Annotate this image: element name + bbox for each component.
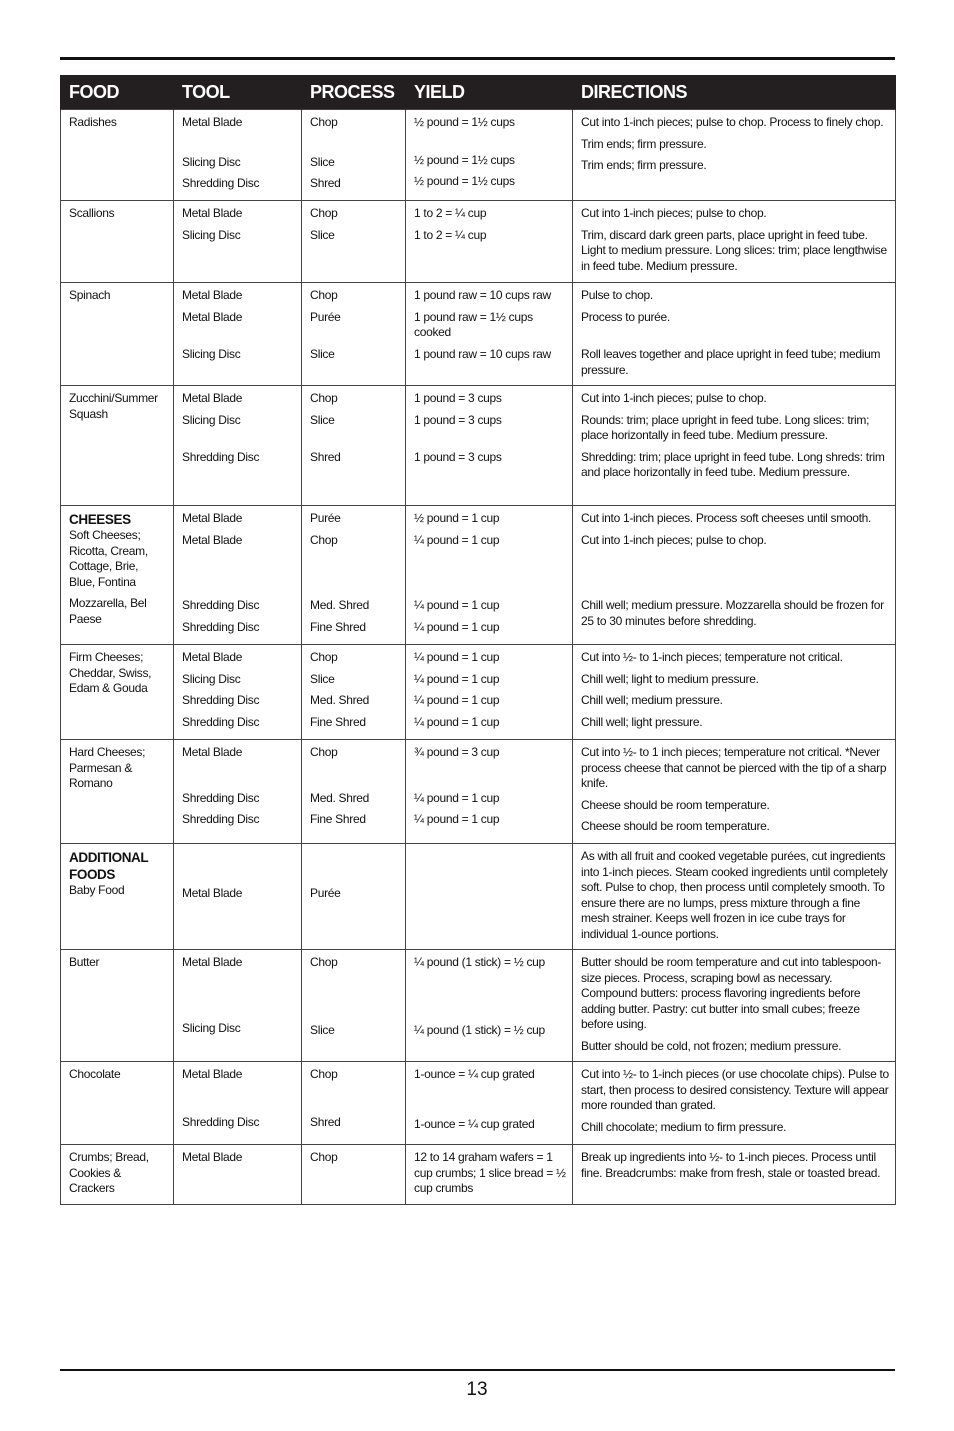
direction-text: Rounds: trim; place upright in feed tube. Long slices: trim; place horizontally in feed tube. Medium pressure. (581, 412, 870, 442)
tool-name: Shredding Disc (182, 1114, 260, 1129)
food-cell (61, 950, 174, 1062)
process-name: Fine Shred (310, 714, 366, 729)
process-cell (302, 740, 406, 844)
process-cell (302, 645, 406, 740)
top-rule (60, 57, 895, 60)
yield-value: ½ pound = 1½ cups (414, 152, 515, 167)
tool-name: Slicing Disc (182, 227, 241, 242)
tool-name: Metal Blade (182, 288, 243, 302)
process-cell (302, 950, 406, 1062)
food-name: Zucchini/Summer Squash (69, 391, 158, 421)
yield-cell (406, 950, 573, 1062)
directions-cell (573, 110, 896, 201)
yield-value: 1 pound = 3 cups (414, 450, 502, 464)
yield-value: 1 pound raw = 1½ cups cooked (414, 309, 533, 339)
tool-name: Metal Blade (182, 650, 243, 664)
yield-cell (406, 740, 573, 844)
tool-name: Shredding Disc (182, 619, 260, 634)
directions-cell (573, 283, 896, 386)
table-row (61, 1062, 896, 1145)
process-name: Fine Shred (310, 619, 366, 634)
process-cell (302, 1145, 406, 1205)
process-name: Slice (310, 227, 335, 242)
tool-name: Metal Blade (182, 955, 243, 969)
yield-value: 1 to 2 = ¼ cup (414, 227, 487, 242)
tool-cell (174, 201, 302, 283)
tool-name: Shredding Disc (182, 790, 260, 805)
tool-name: Metal Blade (182, 886, 243, 900)
tool-name: Metal Blade (182, 391, 243, 405)
tool-name: Metal Blade (182, 309, 243, 324)
direction-text: Shredding: trim; place upright in feed tube. Long shreds: trim and place horizontally in feed tube. Medium pressure. (581, 449, 885, 479)
table-row (61, 844, 896, 950)
tool-cell (174, 506, 302, 645)
yield-cell (406, 1062, 573, 1145)
process-name: Fine Shred (310, 812, 366, 826)
direction-text: Cheese should be room temperature. (581, 797, 770, 812)
process-name: Slice (310, 412, 335, 427)
yield-cell (406, 645, 573, 740)
process-name: Slice (310, 671, 335, 686)
tool-cell (174, 1145, 302, 1205)
yield-value: ½ pound = 1½ cups (414, 174, 515, 188)
process-cell (302, 844, 406, 950)
food-name: Chocolate (69, 1067, 121, 1081)
yield-value: 1 pound raw = 10 cups raw (414, 288, 551, 302)
direction-text: Cut into ½- to 1-inch pieces; temperature not critical. (581, 650, 843, 664)
directions-cell (573, 950, 896, 1062)
header-yield: YIELD (406, 75, 573, 110)
process-name: Chop (310, 206, 338, 220)
tool-cell (174, 1062, 302, 1145)
food-cell (61, 283, 174, 386)
header-process: PROCESS (302, 75, 406, 110)
yield-value: 1 pound = 3 cups (414, 391, 502, 405)
process-name: Med. Shred (310, 598, 370, 612)
yield-value: 1-ounce = ¼ cup grated (414, 1067, 535, 1081)
tool-name: Shredding Disc (182, 176, 260, 190)
food-name: Crumbs; Bread, Cookies & Crackers (69, 1150, 149, 1195)
process-name: Chop (310, 288, 338, 302)
process-cell (302, 506, 406, 645)
yield-cell (406, 844, 573, 950)
process-name: Purée (310, 511, 341, 525)
direction-text: Cut into ½- to 1-inch pieces (or use chocolate chips). Pulse to start, then process to desired consistency. Texture will appear more rounded than grated. (581, 1067, 889, 1112)
food-cell (61, 386, 174, 506)
process-name: Shred (310, 450, 341, 464)
tool-name: Shredding Disc (182, 598, 260, 612)
table-row (61, 201, 896, 283)
direction-text: Cut into 1-inch pieces. Process soft cheeses until smooth. (581, 511, 872, 525)
direction-text: Cut into 1-inch pieces; pulse to chop. (581, 391, 767, 405)
process-name: Slice (310, 347, 335, 361)
direction-text: Chill well; light pressure. (581, 714, 703, 729)
food-name: Baby Food (69, 883, 125, 897)
table-row (61, 283, 896, 386)
category-heading: ADDITIONAL FOODS (69, 850, 148, 882)
tool-cell (174, 645, 302, 740)
direction-text: Roll leaves together and place upright in feed tube; medium pressure. (581, 347, 881, 377)
direction-text: Trim ends; firm pressure. (581, 136, 707, 151)
direction-text: Cut into 1-inch pieces; pulse to chop. Process to finely chop. (581, 115, 884, 129)
direction-text: Cheese should be room temperature. (581, 819, 770, 833)
process-name: Chop (310, 1067, 338, 1081)
yield-cell (406, 283, 573, 386)
process-name: Chop (310, 532, 338, 547)
process-name: Chop (310, 745, 338, 759)
yield-value: 1-ounce = ¼ cup grated (414, 1116, 535, 1131)
yield-cell (406, 1145, 573, 1205)
table-row (61, 950, 896, 1062)
process-name: Chop (310, 955, 338, 969)
food-cell (61, 201, 174, 283)
process-name: Purée (310, 309, 341, 324)
process-cell (302, 110, 406, 201)
process-name: Purée (310, 886, 341, 900)
bottom-rule (60, 1369, 895, 1371)
process-name: Chop (310, 115, 338, 129)
process-cell (302, 386, 406, 506)
food-name: Spinach (69, 288, 111, 302)
process-name: Shred (310, 1114, 341, 1129)
direction-text: Break up ingredients into ½- to 1-inch pieces. Process until fine. Breadcrumbs: make from fresh, stale or toasted bread. (581, 1150, 881, 1180)
tool-name: Shredding Disc (182, 693, 260, 707)
tool-cell (174, 283, 302, 386)
tool-name: Shredding Disc (182, 714, 260, 729)
process-name: Med. Shred (310, 790, 370, 805)
food-name: Soft Cheeses; Ricotta, Cream, Cottage, Brie, Blue, Fontina (69, 528, 148, 589)
tool-cell (174, 844, 302, 950)
category-heading: CHEESES (69, 512, 131, 527)
tool-name: Slicing Disc (182, 154, 241, 169)
header-food: FOOD (61, 75, 174, 110)
yield-value: ¼ pound = 1 cup (414, 714, 500, 729)
process-name: Chop (310, 391, 338, 405)
directions-cell (573, 386, 896, 506)
directions-cell (573, 645, 896, 740)
yield-value: ½ pound = 1 cup (414, 511, 500, 525)
process-cell (302, 1062, 406, 1145)
directions-cell (573, 506, 896, 645)
tool-cell (174, 950, 302, 1062)
directions-cell (573, 1062, 896, 1145)
process-name: Chop (310, 1150, 338, 1164)
directions-cell (573, 844, 896, 950)
process-cell (302, 201, 406, 283)
table-row (61, 386, 896, 506)
food-name: Hard Cheeses; Parmesan & Romano (69, 745, 146, 790)
tool-name: Metal Blade (182, 511, 243, 525)
process-name: Chop (310, 650, 338, 664)
table-row (61, 645, 896, 740)
food-name: Butter (69, 955, 100, 969)
yield-value: ¾ pound = 3 cup (414, 745, 500, 759)
direction-text: As with all fruit and cooked vegetable purées, cut ingredients into 1-inch pieces. Steam cooked ingredients until completely soft. Pulse to chop, then process until completely smooth. To ensure there are no lumps, press mixture through a fine mesh strainer. Keeps well frozen in ice cube trays for individual 1-ounce portions. (581, 849, 888, 941)
direction-text: Cut into 1-inch pieces; pulse to chop. (581, 532, 767, 547)
directions-cell (573, 201, 896, 283)
yield-value: ¼ pound = 1 cup (414, 812, 500, 826)
direction-text: Process to purée. (581, 309, 670, 324)
direction-text: Chill chocolate; medium to firm pressure. (581, 1119, 787, 1134)
header-directions: DIRECTIONS (573, 75, 896, 110)
food-cell (61, 1145, 174, 1205)
yield-value: ¼ pound = 1 cup (414, 619, 500, 634)
food-name: Mozzarella, Bel Paese (69, 596, 147, 626)
food-cell (61, 506, 174, 645)
yield-value: 12 to 14 graham wafers = 1 cup crumbs; 1 slice bread = ½ cup crumbs (414, 1150, 566, 1195)
yield-cell (406, 506, 573, 645)
tool-cell (174, 386, 302, 506)
processing-chart-table (60, 75, 896, 1205)
yield-value: ¼ pound = 1 cup (414, 532, 500, 547)
tool-name: Slicing Disc (182, 671, 241, 686)
yield-value: ¼ pound = 1 cup (414, 790, 500, 805)
food-cell (61, 740, 174, 844)
food-cell (61, 844, 174, 950)
tool-name: Metal Blade (182, 115, 243, 129)
direction-text: Trim, discard dark green parts, place upright in feed tube. Light to medium pressure. Long slices: trim; place lengthwise in feed tube. Medium pressure. (581, 227, 887, 273)
yield-value: 1 pound = 3 cups (414, 412, 502, 427)
directions-cell (573, 1145, 896, 1205)
process-name: Shred (310, 176, 341, 190)
table-header-row (61, 75, 896, 110)
yield-value: 1 pound raw = 10 cups raw (414, 346, 551, 361)
direction-text: Chill well; light to medium pressure. (581, 671, 759, 686)
table-row (61, 740, 896, 844)
tool-cell (174, 110, 302, 201)
process-name: Slice (310, 154, 335, 169)
process-name: Med. Shred (310, 693, 370, 707)
food-cell (61, 645, 174, 740)
direction-text: Pulse to chop. (581, 288, 653, 302)
tool-name: Slicing Disc (182, 1020, 241, 1035)
direction-text: Butter should be cold, not frozen; medium pressure. (581, 1038, 842, 1053)
direction-text: Cut into ½- to 1 inch pieces; temperature not critical. *Never process cheese that cannot be pierced with the tip of a sharp knife. (581, 745, 887, 790)
tool-cell (174, 740, 302, 844)
yield-value: ¼ pound = 1 cup (414, 598, 500, 612)
table-row (61, 506, 896, 645)
tool-name: Shredding Disc (182, 450, 260, 464)
food-name: Radishes (69, 115, 117, 129)
yield-cell (406, 201, 573, 283)
tool-name: Shredding Disc (182, 812, 260, 826)
yield-value: 1 to 2 = ¼ cup (414, 206, 487, 220)
directions-cell (573, 740, 896, 844)
direction-text: Cut into 1-inch pieces; pulse to chop. (581, 206, 767, 220)
yield-value: ¼ pound = 1 cup (414, 693, 500, 707)
food-cell (61, 110, 174, 201)
tool-name: Slicing Disc (182, 347, 241, 361)
tool-name: Metal Blade (182, 745, 243, 759)
yield-value: ½ pound = 1½ cups (414, 115, 515, 129)
tool-name: Slicing Disc (182, 412, 241, 427)
tool-name: Metal Blade (182, 1067, 243, 1081)
yield-value: ¼ pound = 1 cup (414, 671, 500, 686)
food-name: Scallions (69, 206, 115, 220)
food-name: Firm Cheeses; Cheddar, Swiss, Edam & Gouda (69, 650, 152, 695)
page-number: 13 (466, 1379, 488, 1400)
food-cell (61, 1062, 174, 1145)
yield-value: ¼ pound (1 stick) = ½ cup (414, 955, 545, 969)
yield-value: ¼ pound (1 stick) = ½ cup (414, 1022, 545, 1037)
tool-name: Metal Blade (182, 532, 243, 547)
tool-name: Metal Blade (182, 1150, 243, 1164)
tool-name: Metal Blade (182, 206, 243, 220)
direction-text: Trim ends; firm pressure. (581, 158, 707, 172)
table-row (61, 110, 896, 201)
direction-text: Chill well; medium pressure. (581, 693, 723, 707)
process-cell (302, 283, 406, 386)
yield-cell (406, 110, 573, 201)
table-row (61, 1145, 896, 1205)
header-tool: TOOL (174, 75, 302, 110)
process-name: Slice (310, 1022, 335, 1037)
yield-value: ¼ pound = 1 cup (414, 650, 500, 664)
yield-cell (406, 386, 573, 506)
direction-text: Chill well; medium pressure. Mozzarella should be frozen for 25 to 30 minutes before shredding. (581, 598, 884, 628)
direction-text: Butter should be room temperature and cut into tablespoon-size pieces. Process, scraping bowl as necessary. Compound butters: process flavoring ingredients before adding butter. Pastry: cut butter into small cubes; freeze before using. (581, 955, 882, 1031)
